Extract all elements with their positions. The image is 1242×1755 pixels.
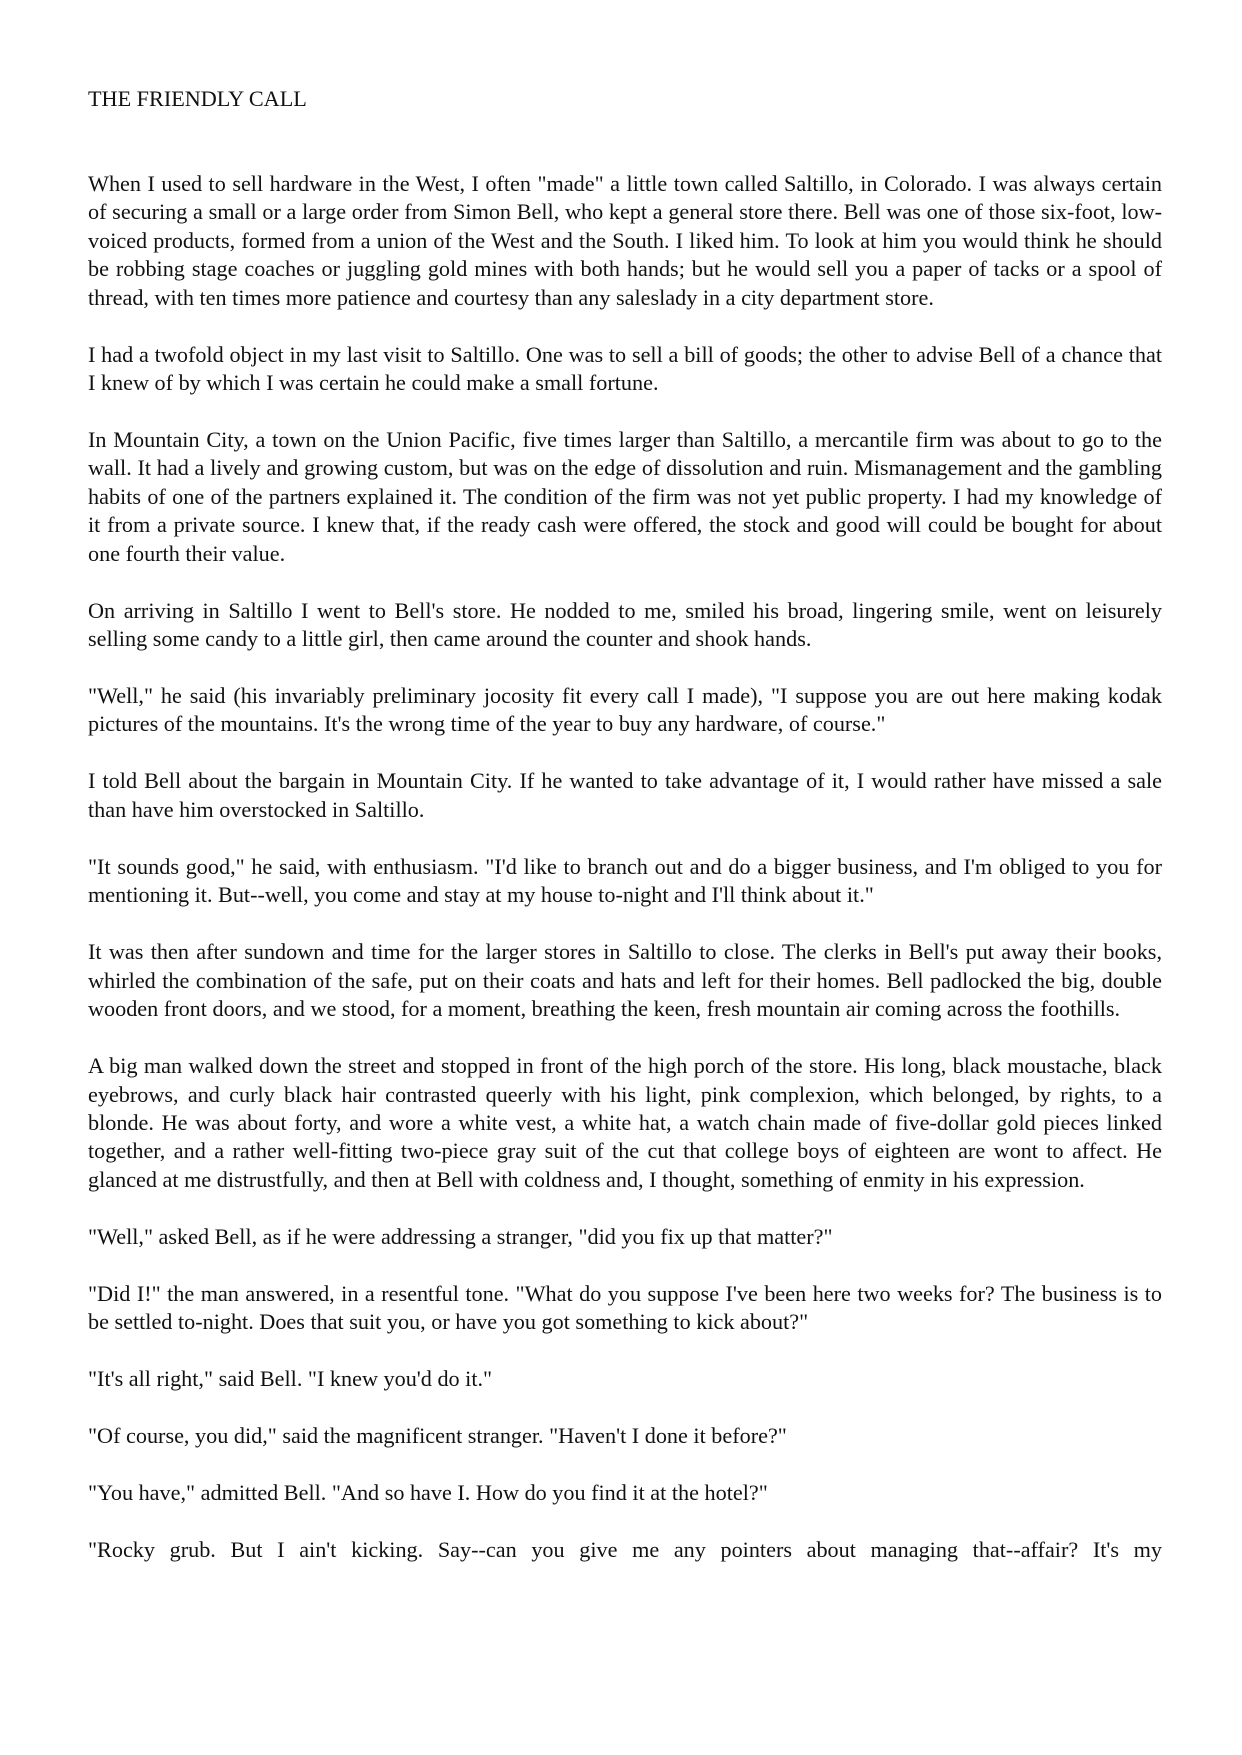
- paragraph: "It's all right," said Bell. "I knew you'd do it.": [88, 1366, 493, 1392]
- paragraph: On arriving in Saltillo I went to Bell's store. He nodded to me, smiled his broad, lingering smile, went on leisurely selling some candy to a little girl, then came around the counter and shook hands.: [88, 597, 1162, 652]
- paragraph: "Did I!" the man answered, in a resentful tone. "What do you suppose I've been here two weeks for? The business is to be settled to-night. Does that suit you, or have you got something to kick about?": [88, 1280, 1162, 1335]
- paragraph: "Well," he said (his invariably preliminary jocosity fit every call I made), "I suppose you are out here making kodak pictures of the mountains. It's the wrong time of the year to buy any hardware, of course.": [88, 683, 1162, 737]
- paragraph: "Rocky grub. But I ain't kicking. Say--can you give me any pointers about managing that--affair? It's my: [88, 1537, 1162, 1563]
- paragraph: I told Bell about the bargain in Mountain City. If he wanted to take advantage of it, I would rather have missed a sale than have him overstocked in Saltillo.: [88, 768, 1162, 822]
- paragraph: "Well," asked Bell, as if he were addressing a stranger, "did you fix up that matter?": [88, 1223, 833, 1249]
- paragraph: In Mountain City, a town on the Union Pacific, five times larger than Saltillo, a mercantile firm was about to go to the wall. It had a lively and growing custom, but was on the edge of dissolution and ruin. Mismanagement and the gambling habits of one of the partners explained it. The condition of the firm was not yet public property. I had my knowledge of it from a private source. I knew that, if the ready cash were offered, the stock and good will could be bought for about one fourth their value.: [88, 427, 1162, 566]
- document-body: [88, 170, 1162, 1565]
- paragraph: "You have," admitted Bell. "And so have I. How do you find it at the hotel?": [88, 1480, 768, 1506]
- paragraph: "It sounds good," he said, with enthusiasm. "I'd like to branch out and do a bigger business, and I'm obliged to you for mentioning it. But--well, you come and stay at my house to-night and I'll think about it.": [88, 853, 1162, 908]
- paragraph: It was then after sundown and time for the larger stores in Saltillo to close. The clerks in Bell's put away their books, whirled the combination of the safe, put on their coats and hats and left for their homes. Bell padlocked the big, double wooden front doors, and we stood, for a moment, breathing the keen, fresh mountain air coming across the foothills.: [88, 939, 1162, 1022]
- paragraph: When I used to sell hardware in the West, I often "made" a little town called Saltillo, in Colorado. I was always certain of securing a small or a large order from Simon Bell, who kept a general store there. Bell was one of those six-foot, low-voiced products, formed from a union of the West and the South. I liked him. To look at him you would think he should be robbing stage coaches or juggling gold mines with both hands; but he would sell you a paper of tacks or a spool of thread, with ten times more patience and courtesy than any saleslady in a city department store.: [88, 171, 1162, 310]
- paragraph: "Of course, you did," said the magnificent stranger. "Haven't I done it before?": [88, 1423, 787, 1449]
- paragraph: A big man walked down the street and stopped in front of the high porch of the store. His long, black moustache, black eyebrows, and curly black hair contrasted queerly with his light, pink complexion, which belonged, by rights, to a blonde. He was about forty, and wore a white vest, a white hat, a watch chain made of five-dollar gold pieces linked together, and a rather well-fitting two-piece gray suit of the cut that college boys of eighteen are wont to affect. He glanced at me distrustfully, and then at Bell with coldness and, I thought, something of enmity in his expression.: [88, 1053, 1162, 1192]
- document-title: THE FRIENDLY CALL: [88, 86, 307, 111]
- paragraph: I had a twofold object in my last visit to Saltillo. One was to sell a bill of goods; the other to advise Bell of a chance that I knew of by which I was certain he could make a small fortune.: [88, 341, 1162, 396]
